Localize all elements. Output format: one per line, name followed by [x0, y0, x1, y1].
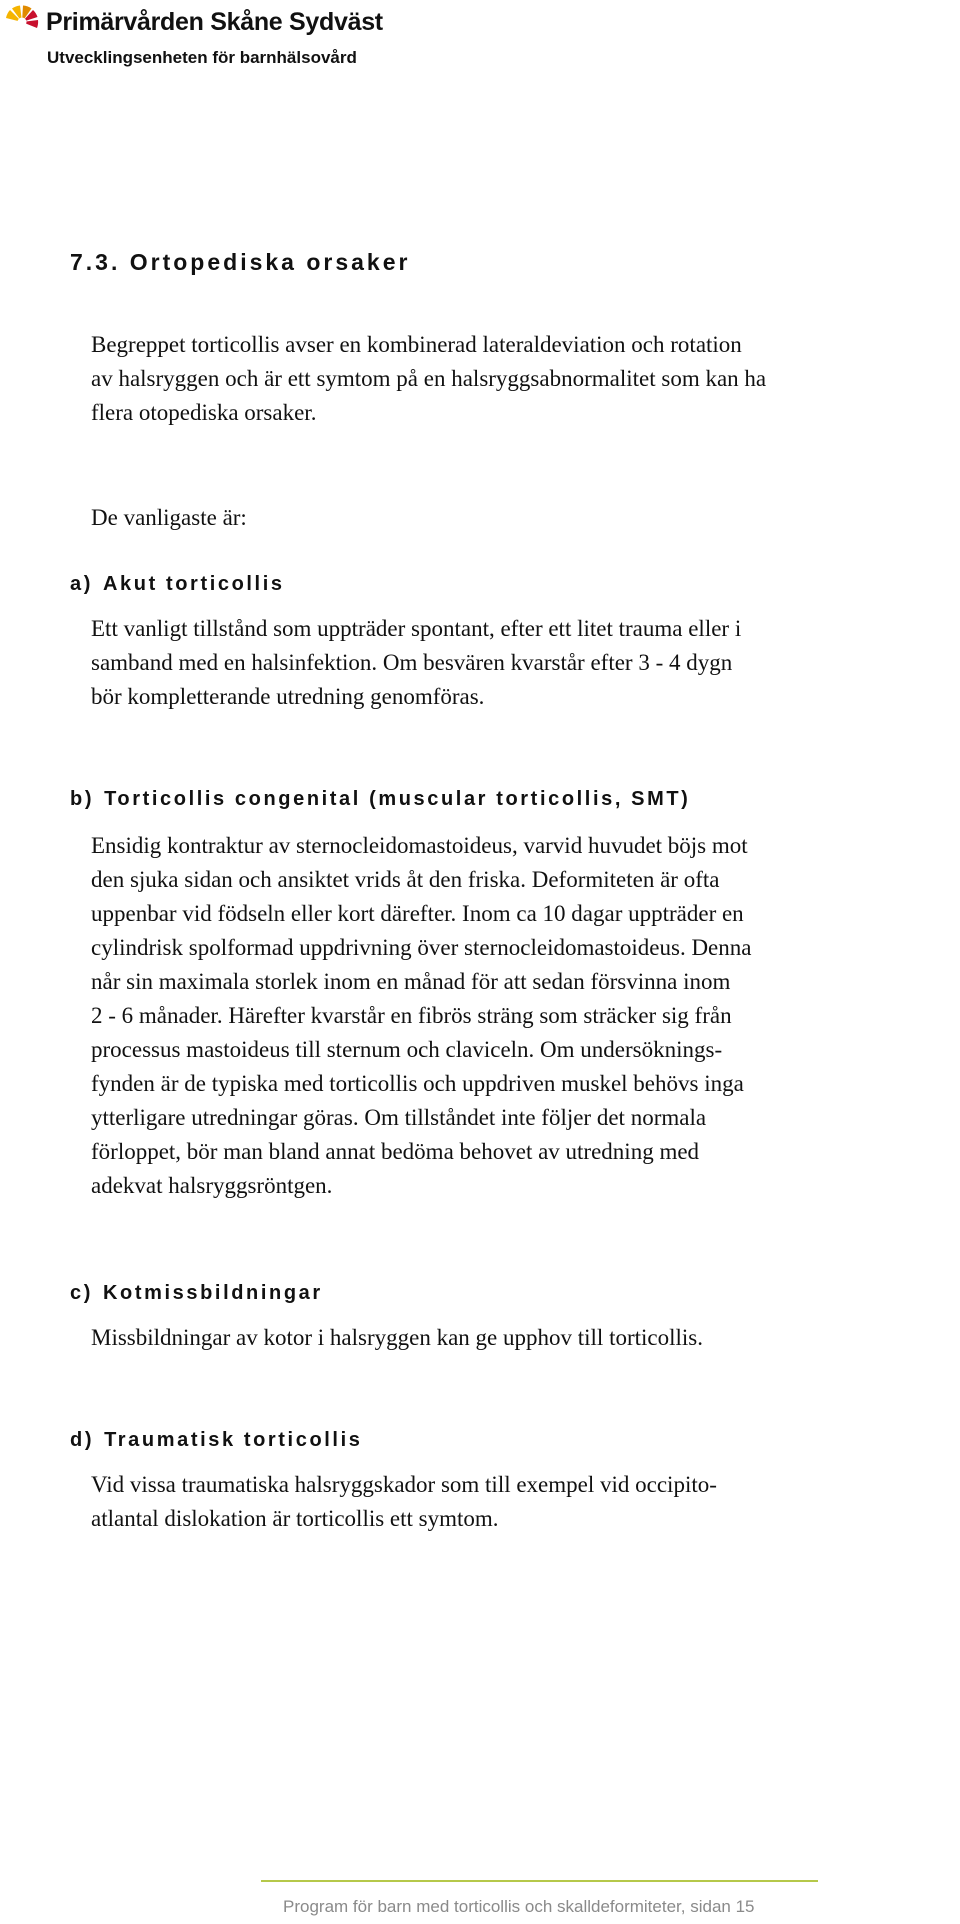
intro-paragraph [91, 328, 960, 430]
item-line: bör kompletterande utredning genomföras. [91, 684, 485, 709]
footer-text: Program för barn med torticollis och skalldeformiteter, sidan 15 [283, 1897, 755, 1916]
item-c-text [91, 1321, 951, 1355]
organization-name: Primärvården Skåne Sydväst [46, 8, 383, 36]
item-line: 2 - 6 månader. Härefter kvarstår en fibrös sträng som sträcker sig från [91, 1003, 732, 1028]
footer-rule [261, 1880, 818, 1882]
item-title: Traumatisk torticollis [104, 1429, 363, 1451]
item-line: uppenbar vid födseln eller kort därefter. Inom ca 10 dagar uppträder en [91, 901, 744, 926]
intro-line: av halsryggen och är ett symtom på en halsryggsabnormalitet som kan ha [91, 366, 767, 391]
item-line: Ensidig kontraktur av sternocleidomastoideus, varvid huvudet böjs mot [91, 833, 748, 858]
lead-text: De vanligaste är: [91, 505, 247, 530]
page-header [4, 2, 564, 72]
intro-line: Begreppet torticollis avser en kombinerad lateraldeviation och rotation [91, 332, 742, 357]
item-title: Akut torticollis [102, 573, 285, 595]
item-line: atlantal dislokation är torticollis ett symtom. [91, 1506, 499, 1531]
primarvarden-sun-logo-icon [4, 2, 40, 38]
item-marker: d) [70, 1429, 95, 1451]
item-marker: a) [70, 573, 93, 595]
item-line: Missbildningar av kotor i halsryggen kan ge upphov till torticollis. [91, 1325, 703, 1350]
item-line: Ett vanligt tillstånd som uppträder spontant, efter ett litet trauma eller i [91, 616, 742, 641]
unit-name: Utvecklingsenheten för barnhälsovård [47, 48, 357, 67]
item-line: den sjuka sidan och ansiktet vrids åt den friska. Deformiteten är ofta [91, 867, 720, 892]
item-a-text [91, 612, 951, 714]
item-marker: c) [70, 1282, 93, 1304]
item-marker: b) [70, 788, 95, 810]
item-title: Kotmissbildningar [102, 1282, 323, 1304]
item-d-text [91, 1468, 951, 1536]
item-line: når sin maximala storlek inom en månad för att sedan försvinna inom [91, 969, 731, 994]
item-b-heading [70, 788, 690, 811]
intro-line: flera otopediska orsaker. [91, 400, 317, 425]
item-line: ytterligare utredningar göras. Om tillståndet inte följer det normala [91, 1105, 707, 1130]
item-line: samband med en halsinfektion. Om besvären kvarstår efter 3 - 4 dygn [91, 650, 733, 675]
item-line: processus mastoideus till sternum och claviceln. Om undersöknings- [91, 1037, 723, 1062]
item-line: adekvat halsryggsröntgen. [91, 1173, 333, 1198]
item-line: cylindrisk spolformad uppdrivning över sternocleidomastoideus. Denna [91, 935, 752, 960]
item-line: fynden är de typiska med torticollis och uppdriven muskel behövs inga [91, 1071, 744, 1096]
item-line: Vid vissa traumatiska halsryggskador som till exempel vid occipito- [91, 1472, 717, 1497]
item-c-heading [70, 1282, 323, 1305]
item-d-heading [70, 1429, 362, 1452]
item-a-heading [70, 573, 285, 596]
item-b-text [91, 829, 951, 1203]
section-heading: 7.3. Ortopediska orsaker [70, 249, 411, 275]
item-line: förloppet, bör man bland annat bedöma behovet av utredning med [91, 1139, 700, 1164]
item-title: Torticollis congenital (muscular torticollis, SMT) [104, 788, 691, 810]
